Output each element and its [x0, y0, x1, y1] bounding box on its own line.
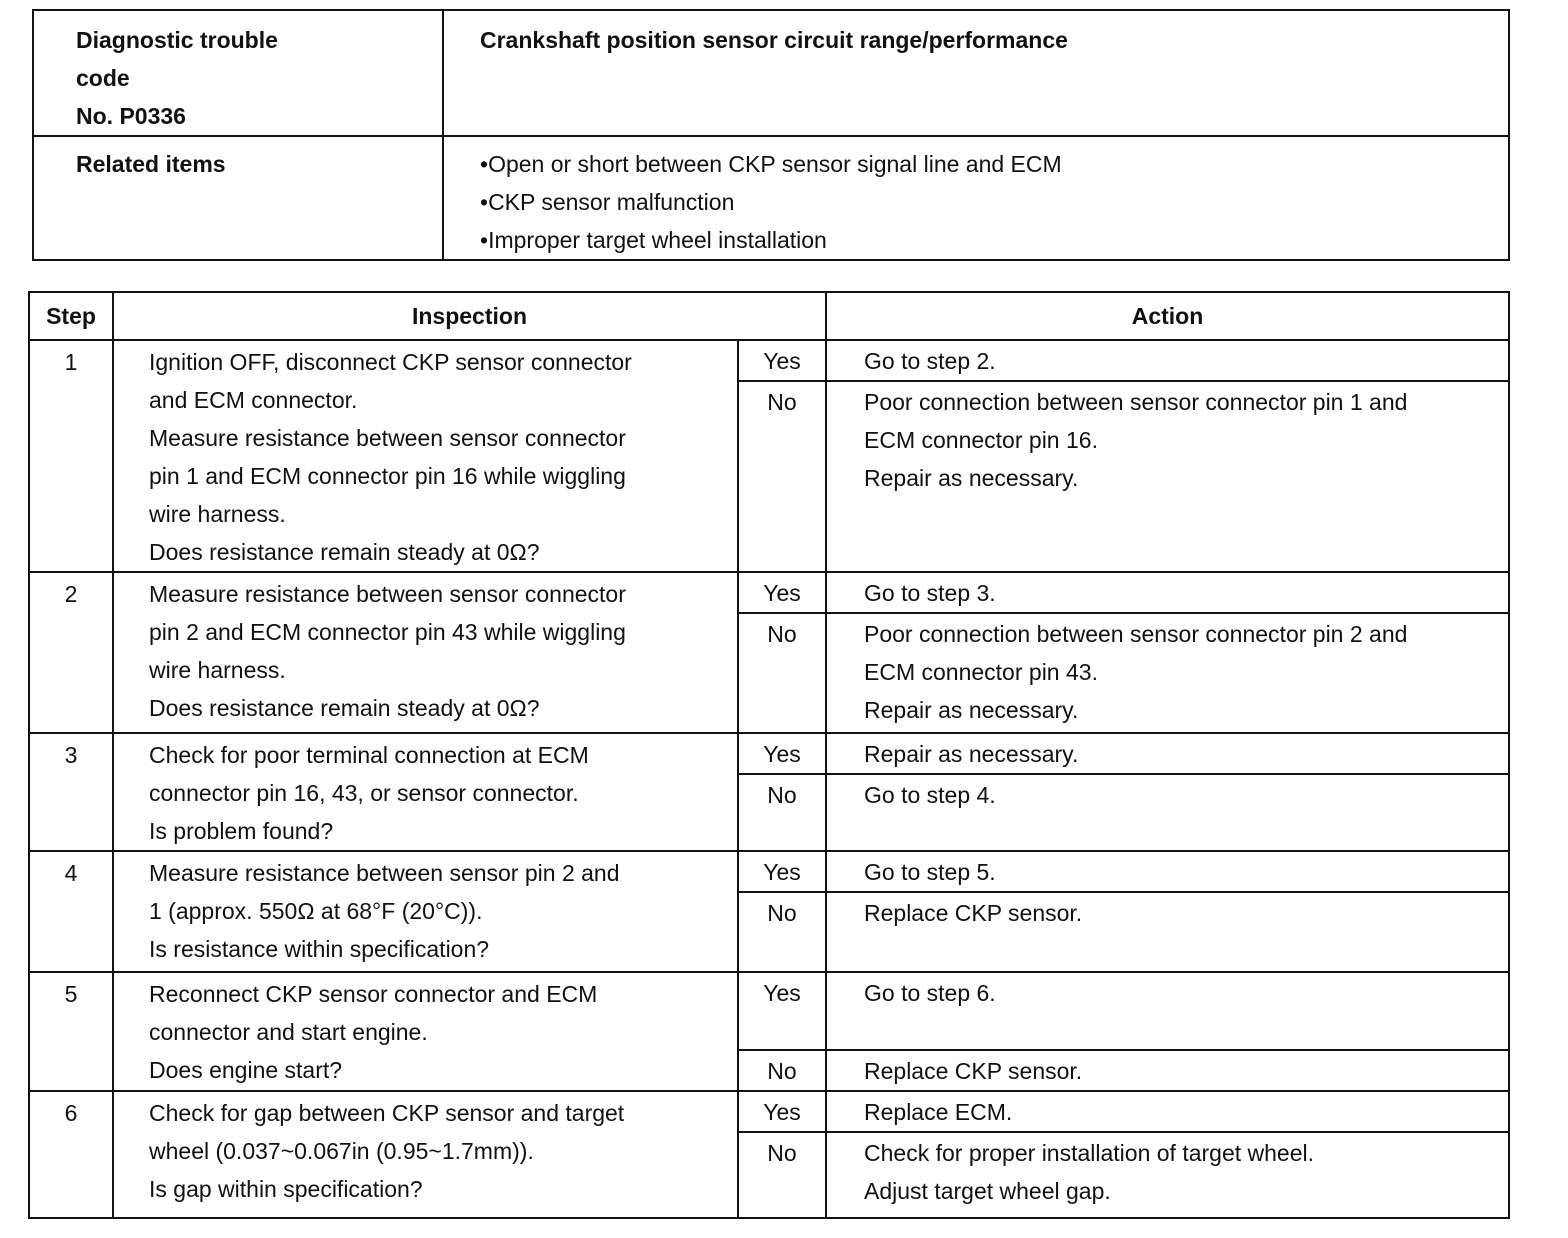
- inspection-line: connector and start engine.: [149, 1019, 428, 1045]
- dtc-header-table: [32, 9, 1510, 261]
- action-line: Poor connection between sensor connector pin 2 and: [864, 621, 1408, 647]
- dtc-title: Crankshaft position sensor circuit range/performance: [443, 10, 1509, 136]
- inspection-line: Is gap within specification?: [149, 1176, 423, 1202]
- dtc-label-line: Diagnostic trouble: [76, 27, 278, 53]
- step-inspection: [113, 733, 738, 851]
- inspection-line: Check for poor terminal connection at ECM: [149, 742, 589, 768]
- yes-label: Yes: [738, 1091, 826, 1132]
- no-label: No: [738, 774, 826, 851]
- action-line: Adjust target wheel gap.: [864, 1178, 1111, 1204]
- step-inspection: [113, 340, 738, 572]
- inspection-line: Measure resistance between sensor pin 2 and: [149, 860, 620, 886]
- step-number: 4: [29, 851, 113, 972]
- inspection-line: pin 2 and ECM connector pin 43 while wiggling: [149, 619, 626, 645]
- inspection-line: wheel (0.037~0.067in (0.95~1.7mm)).: [149, 1138, 534, 1164]
- table-header-row: [29, 292, 1509, 340]
- step-number: 6: [29, 1091, 113, 1218]
- no-label: No: [738, 613, 826, 733]
- action-line: Repair as necessary.: [864, 465, 1079, 492]
- yes-action: Go to step 2.: [826, 340, 1509, 381]
- yes-action: Replace ECM.: [826, 1091, 1509, 1132]
- table-row: [29, 572, 1509, 613]
- yes-action: Go to step 3.: [826, 572, 1509, 613]
- inspection-line: Is resistance within specification?: [149, 936, 490, 962]
- step-number: 3: [29, 733, 113, 851]
- dtc-row: [33, 10, 1509, 136]
- step-inspection: [113, 1091, 738, 1218]
- action-line: Poor connection between sensor connector pin 1 and: [864, 389, 1408, 416]
- inspection-line: Measure resistance between sensor connector: [149, 425, 626, 451]
- action-line: ECM connector pin 43.: [864, 659, 1098, 685]
- yes-action: Go to step 6.: [826, 972, 1509, 1050]
- inspection-line: 1 (approx. 550Ω at 68°F (20°C)).: [149, 898, 483, 924]
- step-number: 5: [29, 972, 113, 1091]
- step-inspection: [113, 851, 738, 972]
- inspection-line: wire harness.: [149, 501, 286, 527]
- inspection-line: Is problem found?: [149, 818, 334, 844]
- inspection-line: Measure resistance between sensor connector: [149, 581, 626, 607]
- yes-label: Yes: [738, 572, 826, 613]
- table-row: [29, 972, 1509, 1050]
- related-item: • CKP sensor malfunction: [480, 183, 1508, 221]
- no-label: No: [738, 892, 826, 972]
- table-row: [29, 851, 1509, 892]
- no-action: [826, 381, 1509, 572]
- inspection-line: Does resistance remain steady at 0Ω?: [149, 695, 540, 721]
- related-item: • Improper target wheel installation: [480, 221, 1508, 259]
- yes-action: Repair as necessary.: [826, 733, 1509, 774]
- no-action: [826, 1132, 1509, 1218]
- yes-label: Yes: [738, 733, 826, 774]
- step-number: 2: [29, 572, 113, 733]
- table-row: [29, 1091, 1509, 1132]
- step-number: 1: [29, 340, 113, 572]
- inspection-line: wire harness.: [149, 657, 286, 683]
- related-item: • Open or short between CKP sensor signal line and ECM: [480, 145, 1508, 183]
- table-row: [29, 733, 1509, 774]
- yes-label: Yes: [738, 851, 826, 892]
- no-label: No: [738, 381, 826, 572]
- inspection-line: connector pin 16, 43, or sensor connector.: [149, 780, 579, 806]
- table-row: [29, 340, 1509, 381]
- no-label: No: [738, 1050, 826, 1091]
- step-column-header: Step: [29, 292, 113, 340]
- step-inspection: [113, 572, 738, 733]
- inspection-line: Does engine start?: [149, 1057, 343, 1083]
- inspection-line: and ECM connector.: [149, 387, 358, 413]
- action-line: Check for proper installation of target wheel.: [864, 1140, 1315, 1166]
- dtc-label: [33, 10, 443, 136]
- no-action: Replace CKP sensor.: [826, 1050, 1509, 1091]
- no-action: Replace CKP sensor.: [826, 892, 1509, 972]
- yes-label: Yes: [738, 340, 826, 381]
- action-column-header: Action: [826, 292, 1509, 340]
- yes-action: Go to step 5.: [826, 851, 1509, 892]
- related-items-label: Related items: [33, 136, 443, 260]
- inspection-line: Check for gap between CKP sensor and target: [149, 1100, 625, 1126]
- inspection-line: Does resistance remain steady at 0Ω?: [149, 539, 540, 565]
- inspection-line: Reconnect CKP sensor connector and ECM: [149, 981, 598, 1007]
- action-line: Repair as necessary.: [864, 697, 1079, 723]
- dtc-code: No. P0336: [76, 103, 186, 129]
- no-action: [826, 613, 1509, 733]
- no-label: No: [738, 1132, 826, 1218]
- inspection-column-header: Inspection: [113, 292, 826, 340]
- related-items-row: [33, 136, 1509, 260]
- inspection-line: pin 1 and ECM connector pin 16 while wiggling: [149, 463, 626, 489]
- inspection-line: Ignition OFF, disconnect CKP sensor connector: [149, 349, 632, 375]
- dtc-label-line: code: [76, 65, 130, 91]
- inspection-steps-table: [28, 291, 1510, 1219]
- action-line: ECM connector pin 16.: [864, 427, 1098, 454]
- no-action: Go to step 4.: [826, 774, 1509, 851]
- related-items-list: [443, 136, 1509, 260]
- yes-label: Yes: [738, 972, 826, 1050]
- step-inspection: [113, 972, 738, 1091]
